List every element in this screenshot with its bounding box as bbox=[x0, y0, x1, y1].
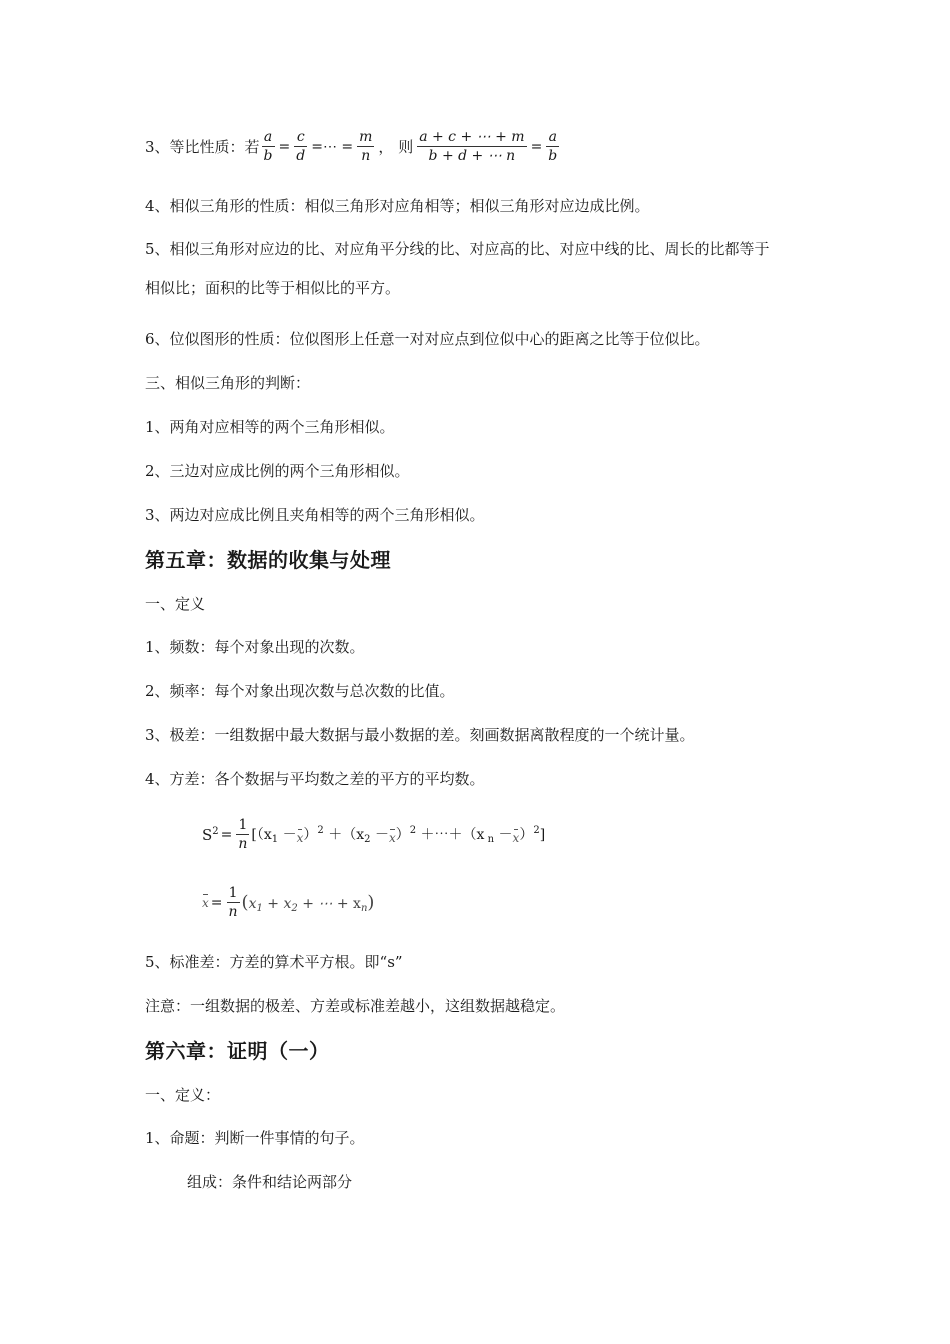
mean-formula: x= $\frac{1}{n}$ ($x_1 + x_2$ + ⋯ + $x_n$) bbox=[202, 885, 375, 920]
text-line: 组成：条件和结论两部分 bbox=[187, 1173, 353, 1191]
text-line: 4、相似三角形的性质：相似三角形对应角相等；相似三角形对应边成比例。 bbox=[145, 197, 650, 215]
variance-terms: [$(x_1 -x)^2 +(x_2 -x)^2$ ＋⋯＋（x $_n$ －x）$^2$] bbox=[251, 825, 546, 845]
text-line: 3、极差：一组数据中最大数据与最小数据的差。刻画数据离散程度的一个统计量。 bbox=[145, 726, 695, 744]
chapter-five-heading: 第五章：数据的收集与处理 bbox=[145, 548, 391, 572]
line-prefix: 3、等比性质：若 bbox=[145, 138, 260, 156]
text-line: 1、命题：判断一件事情的句子。 bbox=[145, 1129, 365, 1147]
text-line: 相似比；面积的比等于相似比的平方。 bbox=[145, 279, 401, 297]
text-line: 1、频数：每个对象出现的次数。 bbox=[145, 638, 365, 656]
text-line: 一、定义： bbox=[145, 1086, 221, 1104]
text-line: 注意：一组数据的极差、方差或标准差越小，这组数据越稳定。 bbox=[145, 997, 566, 1015]
text-line: 2、三边对应成比例的两个三角形相似。 bbox=[145, 462, 410, 480]
proportion-property-line: 3、等比性质：若 $\frac{a}{b}$ = $\frac{c}{d}$ =⋯ = $\frac{m}{n}$ ， 则 $\frac{a + c + \cdots + m}{b + d + \cdots n}$ = $\frac{a}{b}$ bbox=[145, 129, 558, 164]
fraction-one-over-n: $\frac{1}{n}$ bbox=[238, 817, 248, 852]
text-line: 一、定义 bbox=[145, 595, 206, 613]
text-line: 1、两角对应相等的两个三角形相似。 bbox=[145, 418, 395, 436]
fraction-c-d: $\frac{c}{d}$ bbox=[296, 129, 306, 164]
fraction-m-n: $\frac{m}{n}$ bbox=[359, 129, 373, 164]
text-line: 2、频率：每个对象出现次数与总次数的比值。 bbox=[145, 682, 455, 700]
text-line: 三、相似三角形的判断： bbox=[145, 374, 311, 392]
text-line: 6、位似图形的性质：位似图形上任意一对对应点到位似中心的距离之比等于位似比。 bbox=[145, 330, 710, 348]
text-line: 5、相似三角形对应边的比、对应角平分线的比、对应高的比、对应中线的比、周长的比都等于 bbox=[145, 240, 770, 258]
text-line: 4、方差：各个数据与平均数之差的平方的平均数。 bbox=[145, 770, 485, 788]
text-line: 3、两边对应成比例且夹角相等的两个三角形相似。 bbox=[145, 506, 485, 524]
fraction-sum: $\frac{a + c + \cdots + m}{b + d + \cdots n}$ bbox=[419, 129, 525, 164]
variance-formula: $S^2=$ $\frac{1}{n}$ [$(x_1 -x)^2 +(x_2 -x)^2$ ＋⋯＋（x $_n$ －x）$^2$] bbox=[202, 817, 546, 852]
fraction-a-b-result: $\frac{a}{b}$ bbox=[548, 129, 558, 164]
text-line: 5、标准差：方差的算术平方根。即“s” bbox=[145, 953, 403, 971]
chapter-six-heading: 第六章：证明（一） bbox=[145, 1039, 330, 1063]
formula-s: $S^2$ bbox=[202, 825, 219, 844]
fraction-a-b: $\frac{a}{b}$ bbox=[263, 129, 273, 164]
fraction-one-over-n-mean: $\frac{1}{n}$ bbox=[228, 885, 238, 920]
mean-terms: ($x_1 + x_2$ + ⋯ + $x_n$) bbox=[241, 891, 375, 914]
